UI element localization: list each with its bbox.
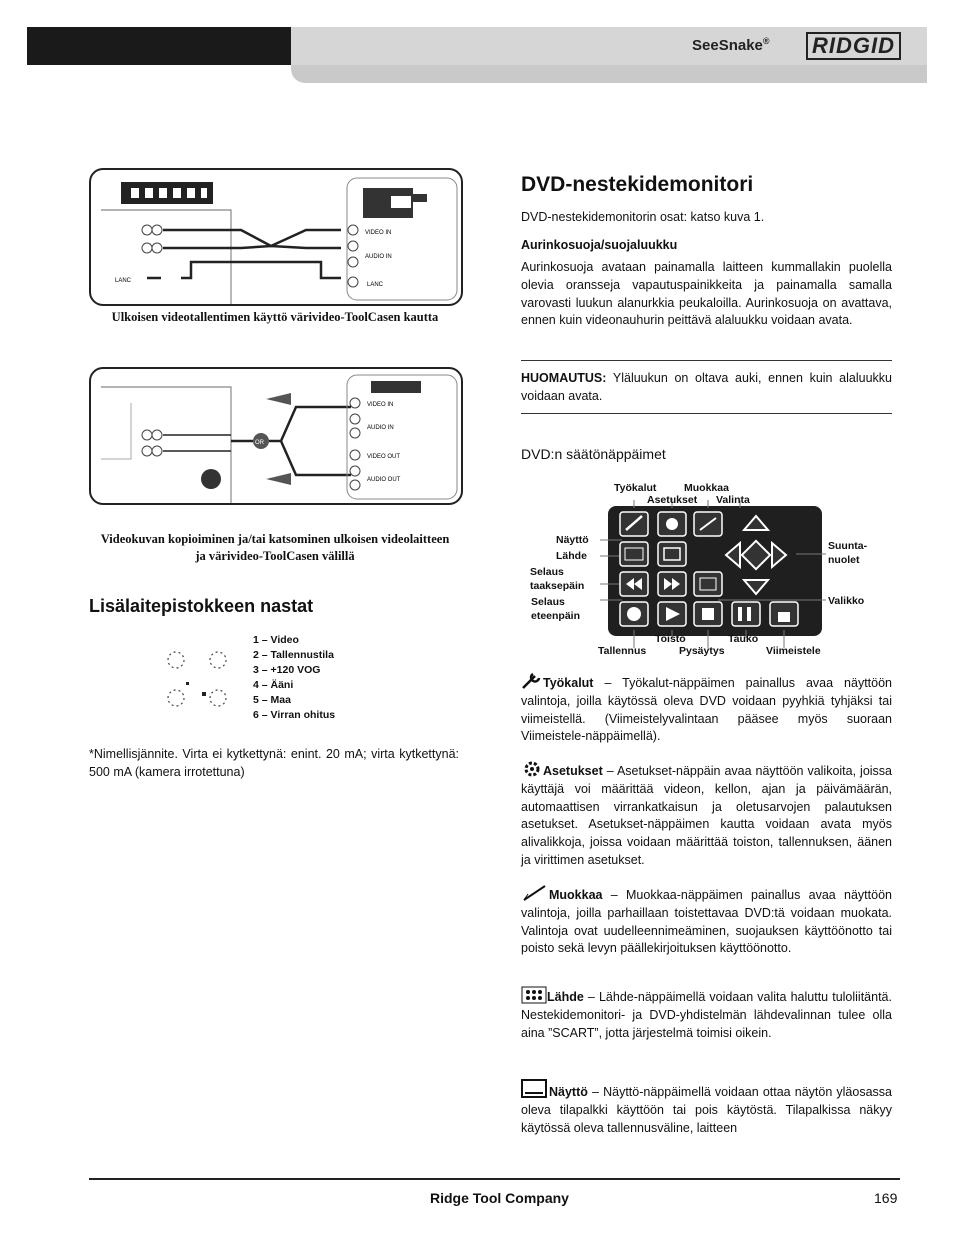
pin-item: 4 – Ääni (253, 679, 294, 691)
note-block (521, 370, 892, 406)
item-setup-name: Asetukset (543, 764, 603, 778)
item-tools (521, 672, 892, 746)
pin-item: 3 – +120 VOG (253, 664, 321, 676)
item-display (521, 1079, 892, 1137)
label-play: Toisto (655, 633, 686, 645)
label-display: Näyttö (556, 534, 589, 546)
figure2-caption: Videokuvan kopioiminen ja/tai katsominen ulkoisen videolaitteen ja värivideo-ToolCasen välillä (100, 532, 450, 563)
note-text: Yläluukun on oltava auki, ennen kuin alaluukku voidaan avata. (521, 371, 892, 403)
video-out-label: VIDEO OUT (367, 454, 401, 460)
pin-item: 1 – Video (253, 634, 299, 646)
label-finalize: Viimeistele (766, 645, 821, 657)
figure-vcr-connection (89, 168, 463, 306)
label-record: Tallennus (598, 645, 647, 657)
sunshade-heading: Aurinkosuoja/suojaluukku (521, 238, 678, 252)
label-rewind: Selaus taaksepäin (530, 566, 585, 592)
item-tools-text: – Työkalut-näppäimen painallus avaa näyttöön valintoja, joilla käytössä oleva DVD voidaan pyyhkiä tyhjäksi tai viimeistellä. (Viimeistelyvalintaan pääsee myös suoraan Viimeistele-näppäimellä). (521, 676, 892, 744)
item-setup (521, 760, 892, 870)
label-pause: Tauko (728, 633, 759, 645)
footer-rule (89, 1178, 900, 1180)
divider-bottom (521, 413, 892, 414)
wrench-icon (521, 672, 543, 690)
voltage-note: *Nimellisjännite. Virta ei kytkettynä: enint. 20 mA; virta kytkettynä: 500 mA (kamera irrotettuna) (89, 747, 459, 779)
item-edit-name: Muokkaa (549, 888, 603, 902)
lanc-label-left: LANC (115, 278, 132, 284)
audio-in-label-2: AUDIO IN (367, 425, 394, 431)
item-display-name: Näyttö (549, 1085, 588, 1099)
pin-item: 6 – Virran ohitus (253, 709, 336, 721)
video-in-label: VIDEO IN (365, 230, 392, 236)
or-label: OR (255, 440, 264, 446)
source-icon (521, 986, 547, 1004)
figure-copy-connection (89, 367, 463, 505)
divider-top (521, 360, 892, 361)
audio-out-label: AUDIO OUT (367, 477, 401, 483)
item-tools-name: Työkalut (543, 676, 594, 690)
connector-pin-diagram (158, 646, 238, 716)
product-name: SeeSnake® (692, 36, 770, 54)
label-menu: Valikko (828, 595, 865, 607)
label-setup: Asetukset (647, 494, 698, 506)
display-key (658, 542, 686, 566)
page-title: DVD-nestekidemonitori (521, 173, 754, 196)
label-select: Valinta (716, 494, 750, 506)
label-tools: Työkalut (614, 482, 657, 494)
lanc-label-right: LANC (367, 282, 384, 288)
item-edit (521, 884, 892, 958)
video-in-label-2: VIDEO IN (367, 402, 394, 408)
dvd-control-diagram (500, 478, 900, 660)
pencil-icon (521, 884, 549, 902)
item-edit-text: – Muokkaa-näppäimen painallus avaa näyttöön valintoja, joilla parhaillaan toistettavaa DVD:tä voidaan muokata. Valintoja ovat uudelleennimeäminen, suojauksen käyttöönotto tai poisto sekä levyn päällekirjoituksen käyttöönotto. (521, 888, 892, 956)
copy-diagram (91, 369, 461, 503)
pin-item: 2 – Tallennustila (253, 649, 334, 661)
pause-key (732, 602, 760, 626)
label-source: Lähde (556, 550, 587, 562)
item-source-text: – Lähde-näppäimellä voidaan valita haluttu tuloliitäntä. Nestekidemonitori- ja DVD-yhdistelmän lähdevalinnan tulee olla aina ”SCART”, jotta järjestelmä toimisi oikein. (521, 990, 892, 1040)
label-forward: Selaus eteenpäin (531, 596, 581, 622)
source-key (620, 542, 648, 566)
gear-icon (521, 760, 543, 778)
label-edit: Muokkaa (684, 482, 729, 494)
audio-in-label: AUDIO IN (365, 254, 392, 260)
display-icon (521, 1079, 549, 1099)
page-number: 169 (874, 1190, 898, 1206)
pin-item: 5 – Maa (253, 694, 291, 706)
item-source-name: Lähde (547, 990, 584, 1004)
header-gray-tab (291, 65, 927, 83)
footer-company: Ridge Tool Company (430, 1190, 569, 1206)
item-source (521, 986, 892, 1042)
pin-list (253, 633, 335, 723)
sunshade-text: Aurinkosuoja avataan painamalla laitteen kummallakin puolella olevia oransseja vapautuspainikkeita ja painamalla samalla varovasti luukun alanurkkia peukaloilla. Aurinkosuoja on avattava, ennen kuin videonauhurin peittävä alaluukku voidaan avata. (521, 260, 892, 328)
accessory-heading: Lisälaitepistokkeen nastat (89, 596, 314, 616)
controls-heading: DVD:n säätönäppäimet (521, 446, 666, 462)
item-setup-text: – Asetukset-näppäin avaa näyttöön valikoita, joissa käyttäjä voi määrittää videon, kellon, ajan ja päivämäärän, automaattisen virrankatkaisun ja oletusarvojen palautuksen asetukset. Asetukset-näppäimen kautta voidaan avata myös alivalikkoja, joissa voidaan määrittää toiston, tallennuksen, äänen ja virittimen asetukset. (521, 764, 892, 867)
dvd-intro: DVD-nestekidemonitorin osat: katso kuva 1. (521, 210, 765, 224)
menu-key (694, 572, 722, 596)
ridgid-logo: RIDGID (806, 32, 901, 60)
note-label: HUOMAUTUS: (521, 371, 607, 385)
label-stop: Pysäytys (679, 645, 725, 657)
vcr-diagram (91, 170, 461, 304)
header-black-band (27, 27, 291, 65)
figure1-caption: Ulkoisen videotallentimen käyttö värivideo-ToolCasen kautta (111, 310, 439, 324)
label-arrows: Suunta-nuolet (828, 540, 868, 566)
item-display-text: – Näyttö-näppäimellä voidaan ottaa näytön yläosassa oleva tilapalkki käyttöön tai pois käytöstä. Tilapalkissa näkyy käytössä oleva tallennusväline, laitteen (521, 1085, 892, 1135)
